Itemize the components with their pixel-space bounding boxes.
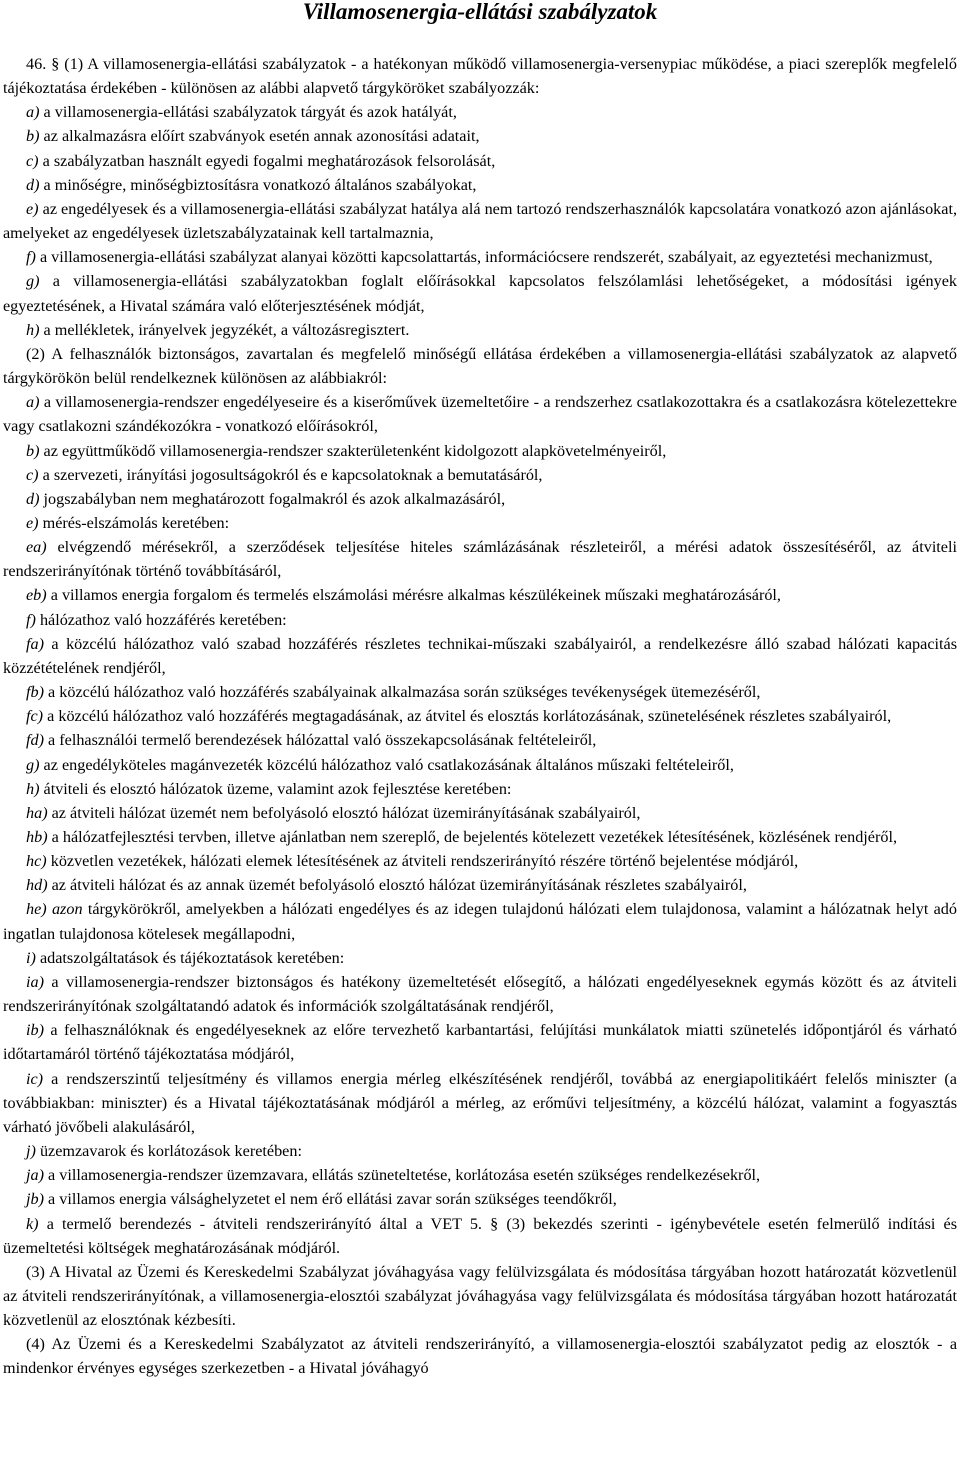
paragraph [3,124,957,148]
paragraph [3,173,957,197]
item-label: c) [26,151,39,170]
paragraph-text: jogszabályban nem meghatározott fogalmakról és azok alkalmazásáról, [39,489,506,508]
paragraph [3,1018,957,1066]
paragraph-text: a felhasználóknak és engedélyeseknek az előre tervezhető karbantartási, felújítási munkálatok miatti szünetelés időpontjáról és várható időtartamáról történő tájékoztatása módjáról, [3,1021,957,1064]
paragraph [3,970,957,1018]
paragraph [3,704,957,728]
item-label: ha) [26,803,48,822]
paragraph [3,342,957,390]
item-label: eb) [26,586,47,605]
paragraph [3,801,957,825]
item-label: a) [26,103,40,122]
paragraph-text: (4) Az Üzemi és a Kereskedelmi Szabályzatot az átviteli rendszerirányító, a villamosenergia-elosztói szabályzatot pedig az elosztók - a mindenkor érvényes egységes szerkezetben - a Hivatal jóváhagyó [3,1335,957,1378]
paragraph-text: adatszolgáltatások és tájékoztatások keretében: [35,948,345,967]
paragraph [3,583,957,607]
paragraph-text: a rendszerszintű teljesítmény és villamos energia mérleg elkészítésének rendjéről, továbbá az energiapolitikáért felelős miniszter (a továbbiakban: miniszter) és a Hivatal tájékoztatásának módjáról a mérleg, az erőművi teljesítmény, a közcélú hálózat, valamint a fogyasztás várható jövőbeli alakulásáról, [3,1069,957,1136]
paragraph-text: a villamosenergia-ellátási szabályzat alanyai közötti kapcsolattartás, információcsere rendszerét, szabályait, az egyeztetési mechanizmust, [35,248,933,267]
item-label: g) [26,755,40,774]
paragraph [3,608,957,632]
item-label: g) [26,272,40,291]
paragraph [3,680,957,704]
paragraph [3,1163,957,1187]
paragraph [3,1139,957,1163]
item-label: ja) [26,1166,44,1185]
paragraph-text: az átviteli hálózat és az annak üzemét befolyásoló elosztó hálózat üzemirányításának részletes szabályairól, [47,876,747,895]
item-label: j) [26,1142,36,1161]
paragraph-text: tárgykörökről, amelyekben a hálózati engedélyes és az idegen tulajdonú hálózati elem tulajdonosa, valamint a hálózatnak helyt adó ingatlan tulajdonosa kötelesek megállapodni, [3,900,957,943]
item-label: ic) [26,1069,44,1088]
item-label: fd) [26,731,44,750]
item-label: h) [26,779,40,798]
paragraph-text: a villamosenergia-rendszer üzemzavara, ellátás szüneteltetése, korlátozása esetén szükséges rendelkezésekről, [43,1166,761,1185]
item-label: a) [26,393,40,412]
item-label: ea) [26,538,47,557]
paragraph [3,849,957,873]
paragraph-text: a villamos energia forgalom és termelés elszámolási mérésre alkalmas készülékeinek műszaki meghatározásáról, [46,586,781,605]
paragraph [3,873,957,897]
paragraph [3,1187,957,1211]
paragraph-text: az együttműködő villamosenergia-rendszer szakterületenként kidolgozott alapkövetelményeiről, [39,441,667,460]
paragraph-text: a villamos energia válsághelyzetet el nem érő ellátási zavar során szükséges teendőkről, [43,1190,617,1209]
item-label: hd) [26,876,48,895]
paragraph-text: mérés-elszámolás keretében: [38,513,230,532]
paragraph [3,825,957,849]
paragraph-text: a termelő berendezés - átviteli rendszerirányító által a VET 5. § (3) bekezdés szerinti - igénybevétele esetén felmerülő indítási és üzemeltetési költségek meghatározásának módjáról. [3,1214,957,1257]
item-label: fb) [26,683,44,702]
paragraph-text: (2) A felhasználók biztonságos, zavartalan és megfelelő minőségű ellátása érdekében a villamosenergia-ellátási szabályzatok az alapvető tárgykörökön belül rendelkeznek különösen az alábbiakról: [3,344,957,388]
paragraph [3,946,957,970]
paragraph-text: hálózathoz való hozzáférés keretében: [35,610,287,629]
item-label: ia) [26,972,44,991]
paragraph [3,487,957,511]
paragraph [3,535,957,583]
paragraph [3,439,957,463]
page-title: Villamosenergia-ellátási szabályzatok [302,0,658,24]
paragraph-text: az alkalmazásra előírt szabványok esetén annak azonosítási adatait, [39,127,480,146]
paragraph [3,1067,957,1139]
document-body [3,52,957,1381]
paragraph [3,1260,957,1332]
paragraph [3,897,957,945]
paragraph-text: a minőségre, minőségbiztosításra vonatkozó általános szabályokat, [39,175,477,194]
item-label: d) [26,175,40,194]
paragraph [3,511,957,535]
paragraph [3,197,957,245]
paragraph-text: a villamosenergia-ellátási szabályzatok tárgyát és azok hatályát, [39,103,457,122]
paragraph-text: üzemzavarok és korlátozások keretében: [35,1142,302,1161]
item-label: f) [26,248,36,267]
item-label: h) [26,320,40,339]
paragraph-text: a szervezeti, irányítási jogosultságokról és e kapcsolatoknak a bemutatásáról, [38,465,543,484]
item-label: b) [26,127,40,146]
paragraph [3,777,957,801]
paragraph-text: a közcélú hálózathoz való hozzáférés megtagadásának, az átvitel és elosztás korlátozásának, szünetelésének részletes szabályairól, [43,707,892,726]
paragraph [3,149,957,173]
item-label: hc) [26,852,47,871]
item-label: he) azon [26,900,83,919]
paragraph [3,100,957,124]
paragraph [3,463,957,487]
item-label: k) [26,1214,39,1233]
item-label: f) [26,610,36,629]
paragraph-text: a villamosenergia-rendszer engedélyeseire és a kiserőművek üzemeltetőire - a rendszerhez csatlakozottakra és a csatlakozásra kötelezettekre vagy csatlakozni szándékozókra - vonatkozó előírásokról, [3,393,957,436]
paragraph [3,753,957,777]
item-label: i) [26,948,36,967]
item-label: hb) [26,828,48,846]
paragraph-text: a mellékletek, irányelvek jegyzékét, a változásregisztert. [39,320,410,339]
paragraph-text: a közcélú hálózathoz való hozzáférés szabályainak alkalmazása során szükséges tevékenységek ütemezéséről, [43,683,761,702]
paragraph-text: elvégzendő mérésekről, a szerződések teljesítése hiteles számlázásának részleteiről, a mérési adatok összesítéséről, az átviteli rendszerirányítónak történő továbbításáról, [3,538,957,581]
paragraph [3,1212,957,1260]
paragraph-text: az engedélyesek és a villamosenergia-ellátási szabályzat hatálya alá nem tartozó rendszerhasználók kapcsolatára vonatkozó azon ajánlásokat, amelyeket az engedélyesek üzletszabályzatainak kell tartalmaznia, [3,199,957,243]
item-label: fa) [26,634,44,653]
paragraph-text: a hálózatfejlesztési tervben, illetve ajánlatban nem szereplő, de bejelentés kötelezett vezetékek létesítésének, közlésének rendjéről, [47,828,898,846]
paragraph [3,318,957,342]
item-label: jb) [26,1190,44,1209]
paragraph [3,390,957,438]
item-label: e) [26,513,39,532]
item-label: fc) [26,707,44,726]
paragraph [3,728,957,752]
paragraph-text: az engedélyköteles magánvezeték közcélú hálózathoz való csatlakozásának általános műszaki feltételeiről, [39,755,734,774]
paragraph [3,632,957,680]
paragraph-text: közvetlen vezetékek, hálózati elemek létesítésének az átviteli rendszerirányító részére történő bejelentése módjáról, [46,852,799,871]
paragraph-text: a felhasználói termelő berendezések hálózattal való összekapcsolásának feltételeiről, [43,731,597,750]
item-label: d) [26,489,40,508]
paragraph-text: az átviteli hálózat üzemét nem befolyásoló elosztó hálózat üzemirányításának szabályairól, [47,803,641,822]
paragraph-text: (3) A Hivatal az Üzemi és Kereskedelmi Szabályzat jóváhagyása vagy felülvizsgálata és módosítása tárgyában hozott határozatát közvetlenül az átviteli rendszerirányítónak, a villamosenergia-elosztói szabályzat jóváhagyása vagy felülvizsgálata és módosítása tárgyában hozott határozatát közvetlenül az elosztónak kézbesíti. [3,1262,957,1330]
item-label: e) [26,199,39,218]
paragraph-text: 46. § (1) A villamosenergia-ellátási szabályzatok - a hatékonyan működő villamosenergia-versenypiac működése, a piaci szereplők megfelelő tájékoztatása érdekében - különösen az alábbi alapvető tárgyköröket szabályozzák: [3,55,957,98]
paragraph [3,245,957,269]
paragraph [3,1332,957,1380]
paragraph-text: a villamosenergia-ellátási szabályzatokban foglalt előírásokkal kapcsolatos felszólamlási lehetőségeket, a módosítási igények egyeztetésének, a Hivatal számára való előterjesztésének módját, [3,272,957,315]
paragraph-text: a szabályzatban használt egyedi fogalmi meghatározások felsorolását, [38,151,496,170]
paragraph [3,52,957,100]
item-label: ib) [26,1021,44,1040]
item-label: b) [26,441,40,460]
paragraph-text: a közcélú hálózathoz való szabad hozzáférés részletes technikai-műszaki szabályairól, a rendelkezésre álló szabad hálózati kapacitás közzétételének rendjéről, [3,634,957,677]
item-label: c) [26,465,39,484]
paragraph [3,269,957,317]
paragraph-text: a villamosenergia-rendszer biztonságos és hatékony üzemeltetését elősegítő, a hálózati engedélyeseknek egymás között és az átviteli rendszerirányítónak szolgáltatandó adatok és információk szolgáltatásának rendjéről, [3,972,957,1016]
paragraph-text: átviteli és elosztó hálózatok üzeme, valamint azok fejlesztése keretében: [39,779,512,798]
